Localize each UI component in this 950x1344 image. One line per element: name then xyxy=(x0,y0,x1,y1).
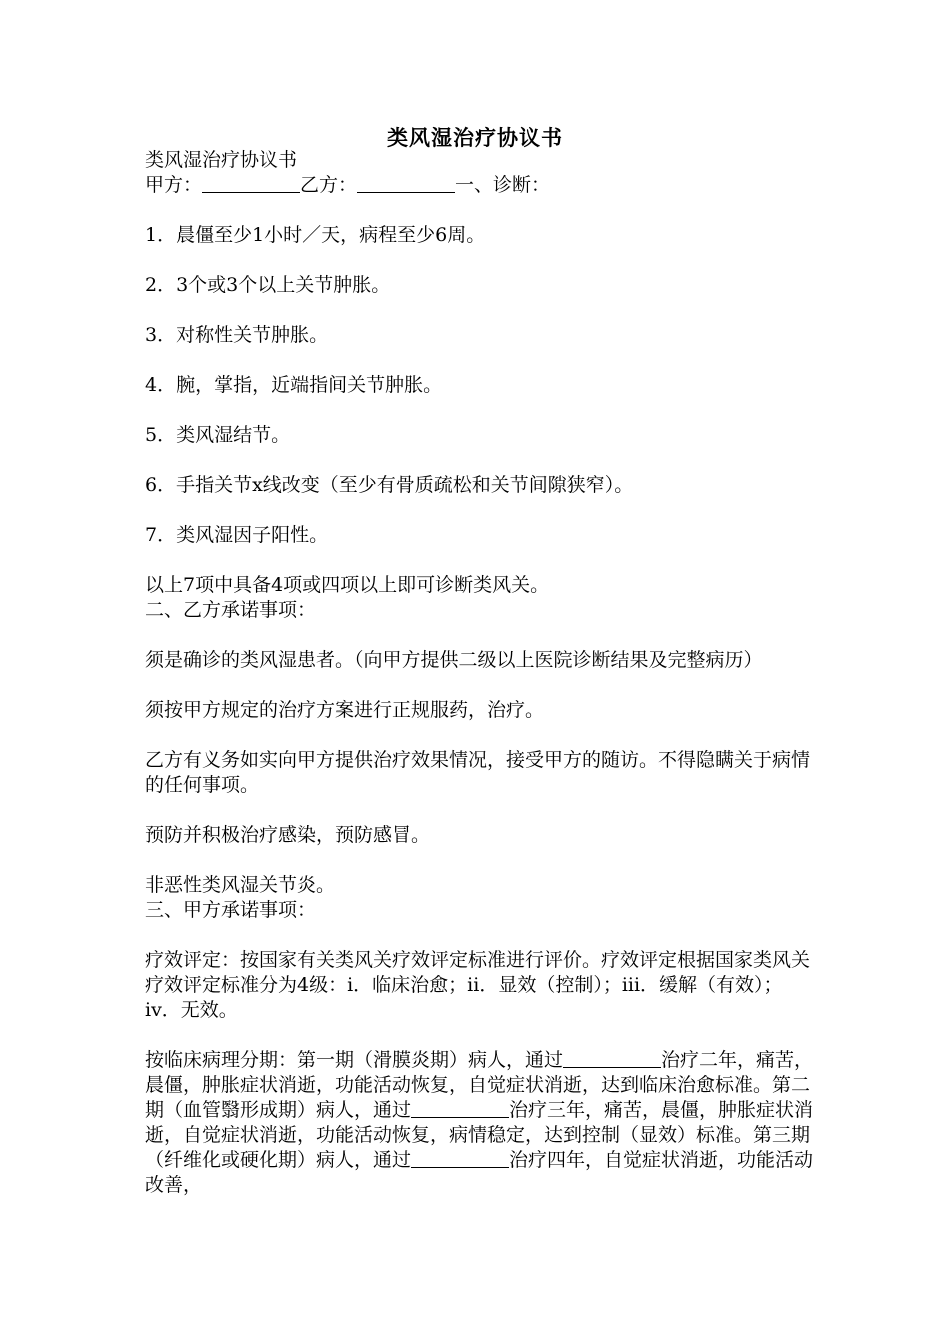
staging-text: 治疗四年，自觉症状消逝，功能活动改善， xyxy=(145,1149,814,1196)
stage1-method-blank[interactable] xyxy=(563,1048,661,1068)
staging-text: 治疗二年，痛苦，晨僵，肿胀症状消逝，功能活动恢复，自觉症状消逝，达到临床治愈标准。第二期（血管翳形成期）病人，通过 xyxy=(145,1049,814,1121)
section1-heading: 一、诊断： xyxy=(455,174,551,196)
party-a-blank[interactable] xyxy=(202,173,300,193)
party-b-item: 须按甲方规定的治疗方案进行正规服药，治疗。 xyxy=(145,699,545,721)
staging-paragraph xyxy=(145,1048,815,1198)
criterion-item: 7．类风湿因子阳性。 xyxy=(145,524,329,546)
stage3-method-blank[interactable] xyxy=(411,1148,509,1168)
staging-text: 按临床病理分期：第一期（滑膜炎期）病人，通过 xyxy=(145,1049,564,1071)
stage2-method-blank[interactable] xyxy=(411,1098,509,1118)
parties-line xyxy=(145,173,815,198)
section3-heading: 三、甲方承诺事项： xyxy=(145,899,317,921)
party-a-label: 甲方： xyxy=(145,174,203,196)
party-b-item: 乙方有义务如实向甲方提供治疗效果情况，接受甲方的随访。不得隐瞒关于病情的任何事项。 xyxy=(145,749,811,796)
criterion-item: 3．对称性关节肿胀。 xyxy=(145,324,329,346)
party-b-item: 须是确诊的类风湿患者。（向甲方提供二级以上医院诊断结果及完整病历） xyxy=(145,649,763,671)
document-body xyxy=(145,148,815,1198)
section2-heading: 二、乙方承诺事项： xyxy=(145,599,317,621)
party-b-item: 预防并积极治疗感染，预防感冒。 xyxy=(145,824,431,846)
criteria-summary: 以上7项中具备4项或四项以上即可诊断类风关。 xyxy=(145,574,550,596)
criterion-item: 4．腕，掌指，近端指间关节肿胀。 xyxy=(145,374,443,396)
party-b-item: 非恶性类风湿关节炎。 xyxy=(145,874,336,896)
party-b-blank[interactable] xyxy=(357,173,455,193)
criterion-item: 2．3个或3个以上关节肿胀。 xyxy=(145,274,391,296)
criterion-item: 5．类风湿结节。 xyxy=(145,424,291,446)
criterion-item: 6．手指关节x线改变（至少有骨质疏松和关节间隙狭窄）。 xyxy=(145,474,634,496)
staging-text: 治疗三年，痛苦，晨僵，肿胀症状消逝，自觉症状消逝，功能活动恢复，病情稳定，达到控制（显效）标准。第三期（纤维化或硬化期）病人，通过 xyxy=(145,1099,814,1171)
party-b-label: 乙方： xyxy=(300,174,358,196)
document-title: 类风湿治疗协议书 xyxy=(387,125,563,150)
criterion-item: 1．晨僵至少1小时／天，病程至少6周。 xyxy=(145,224,486,246)
document-subtitle: 类风湿治疗协议书 xyxy=(145,149,298,171)
efficacy-paragraph: 疗效评定：按国家有关类风关疗效评定标准进行评价。疗效评定根据国家类风关疗效评定标准分为4级：i．临床治愈；ii．显效（控制）；iii．缓解（有效）；iv．无效。 xyxy=(145,949,811,1021)
